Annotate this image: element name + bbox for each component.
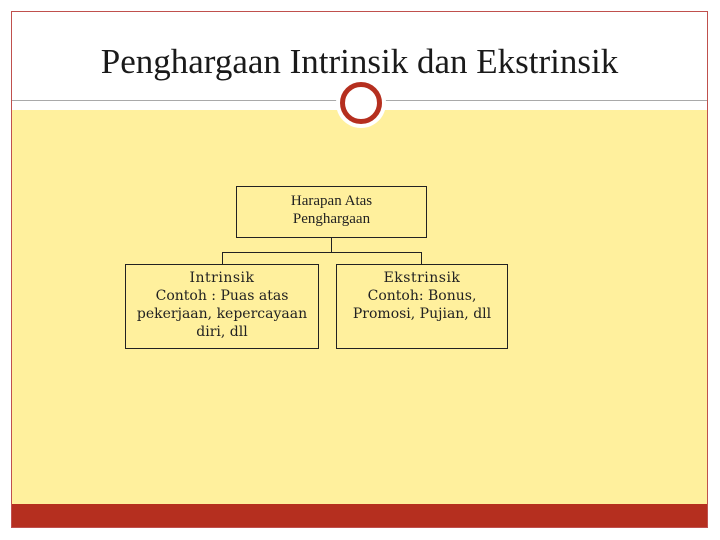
node-harapan-atas-penghargaan: [236, 186, 427, 238]
node-root-line2: Penghargaan: [292, 211, 371, 227]
footer-bar: [12, 504, 707, 527]
slide-title: Penghargaan Intrinsik dan Ekstrinsik: [100, 42, 619, 81]
node-intrinsik-title: Intrinsik: [189, 270, 255, 286]
node-root-line1: Harapan Atas: [290, 193, 373, 209]
node-ekstrinsik-body: Contoh: Bonus, Promosi, Pujian, dll: [352, 288, 492, 322]
node-intrinsik-body: Contoh : Puas atas pekerjaan, kepercayaan diri, dll: [136, 288, 308, 340]
connector-root-down: [331, 238, 332, 252]
node-ekstrinsik-title: Ekstrinsik: [383, 270, 461, 286]
node-ekstrinsik: [336, 264, 508, 349]
ring-ornament-icon: [340, 82, 382, 124]
connector-horizontal: [222, 252, 422, 253]
connector-right-down: [421, 252, 422, 264]
connector-left-down: [222, 252, 223, 264]
node-intrinsik: [125, 264, 319, 349]
